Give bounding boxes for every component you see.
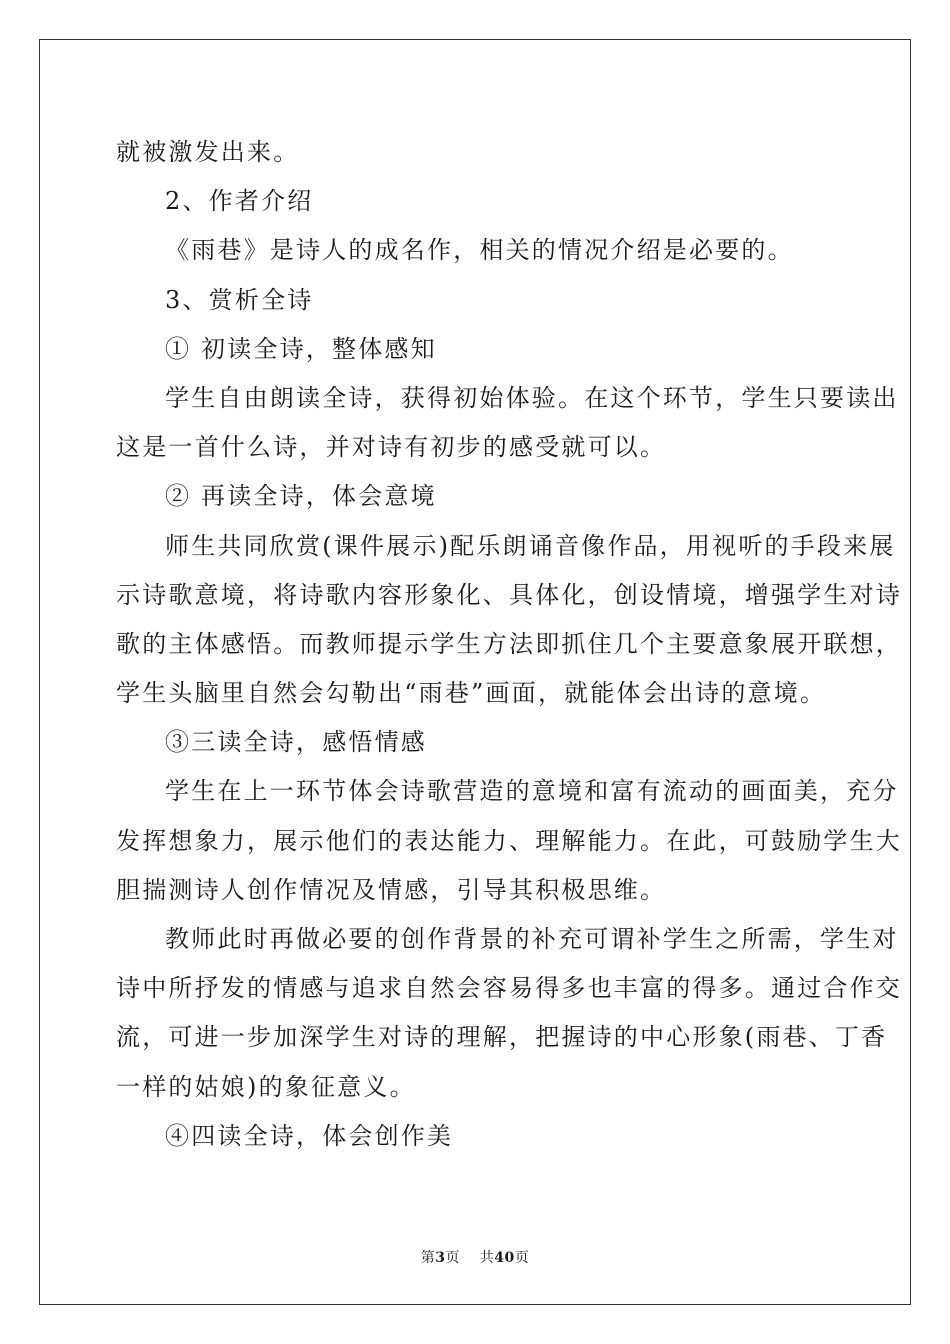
paragraph-line: 学生自由朗读全诗，获得初始体验。在这个环节，学生只要读出: [165, 383, 899, 412]
section-heading: 2、作者介绍: [165, 187, 314, 216]
paragraph-line: 胆揣测诗人创作情况及情感，引导其积极思维。: [116, 875, 667, 904]
paragraph-line: 这是一首什么诗，并对诗有初步的感受就可以。: [116, 433, 667, 462]
paragraph-line: 《雨巷》是诗人的成名作，相关的情况介绍是必要的。: [165, 236, 794, 265]
page-number: 3: [435, 1250, 446, 1266]
paragraph-line: 学生头脑里自然会勾勒出“雨巷”画面，就能体会出诗的意境。: [116, 679, 827, 708]
paragraph-line: 示诗歌意境，将诗歌内容形象化、具体化，创设情境，增强学生对诗: [116, 580, 902, 609]
paragraph-line: 歌的主体感悟。而教师提示学生方法即抓住几个主要意象展开联想，: [116, 629, 902, 658]
paragraph-line: 发挥想象力，展示他们的表达能力、理解能力。在此，可鼓励学生大: [116, 826, 902, 855]
page-suffix: 页: [445, 1250, 460, 1266]
paragraph-line: 一样的姑娘)的象征意义。: [116, 1072, 416, 1101]
page-prefix: 第: [420, 1250, 436, 1266]
subsection-heading: ④四读全诗，体会创作美: [165, 1121, 454, 1150]
paragraph-line: 师生共同欣赏(课件展示)配乐朗诵音像作品，用视听的手段来展: [165, 531, 896, 560]
page-footer: [0, 1248, 950, 1268]
total-prefix: 共: [479, 1250, 495, 1266]
document-body: [116, 128, 902, 1161]
subsection-heading: ① 初读全诗，整体感知: [165, 334, 437, 363]
total-suffix: 页: [514, 1250, 530, 1266]
total-pages: 40: [494, 1250, 515, 1266]
section-heading: 3、赏析全诗: [165, 285, 314, 314]
subsection-heading: ② 再读全诗，体会意境: [165, 482, 437, 511]
paragraph-line: 流，可进一步加深学生对诗的理解，把握诗的中心形象(雨巷、丁香: [116, 1023, 888, 1052]
paragraph-line: 诗中所抒发的情感与追求自然会容易得多也丰富的得多。通过合作交: [116, 974, 902, 1003]
paragraph-line: 就被激发出来。: [116, 138, 300, 166]
subsection-heading: ③三读全诗，感悟情感: [165, 728, 427, 757]
paragraph-line: 学生在上一环节体会诗歌营造的意境和富有流动的画面美，充分: [165, 777, 899, 806]
paragraph-line: 教师此时再做必要的创作背景的补充可谓补学生之所需，学生对: [165, 925, 899, 953]
